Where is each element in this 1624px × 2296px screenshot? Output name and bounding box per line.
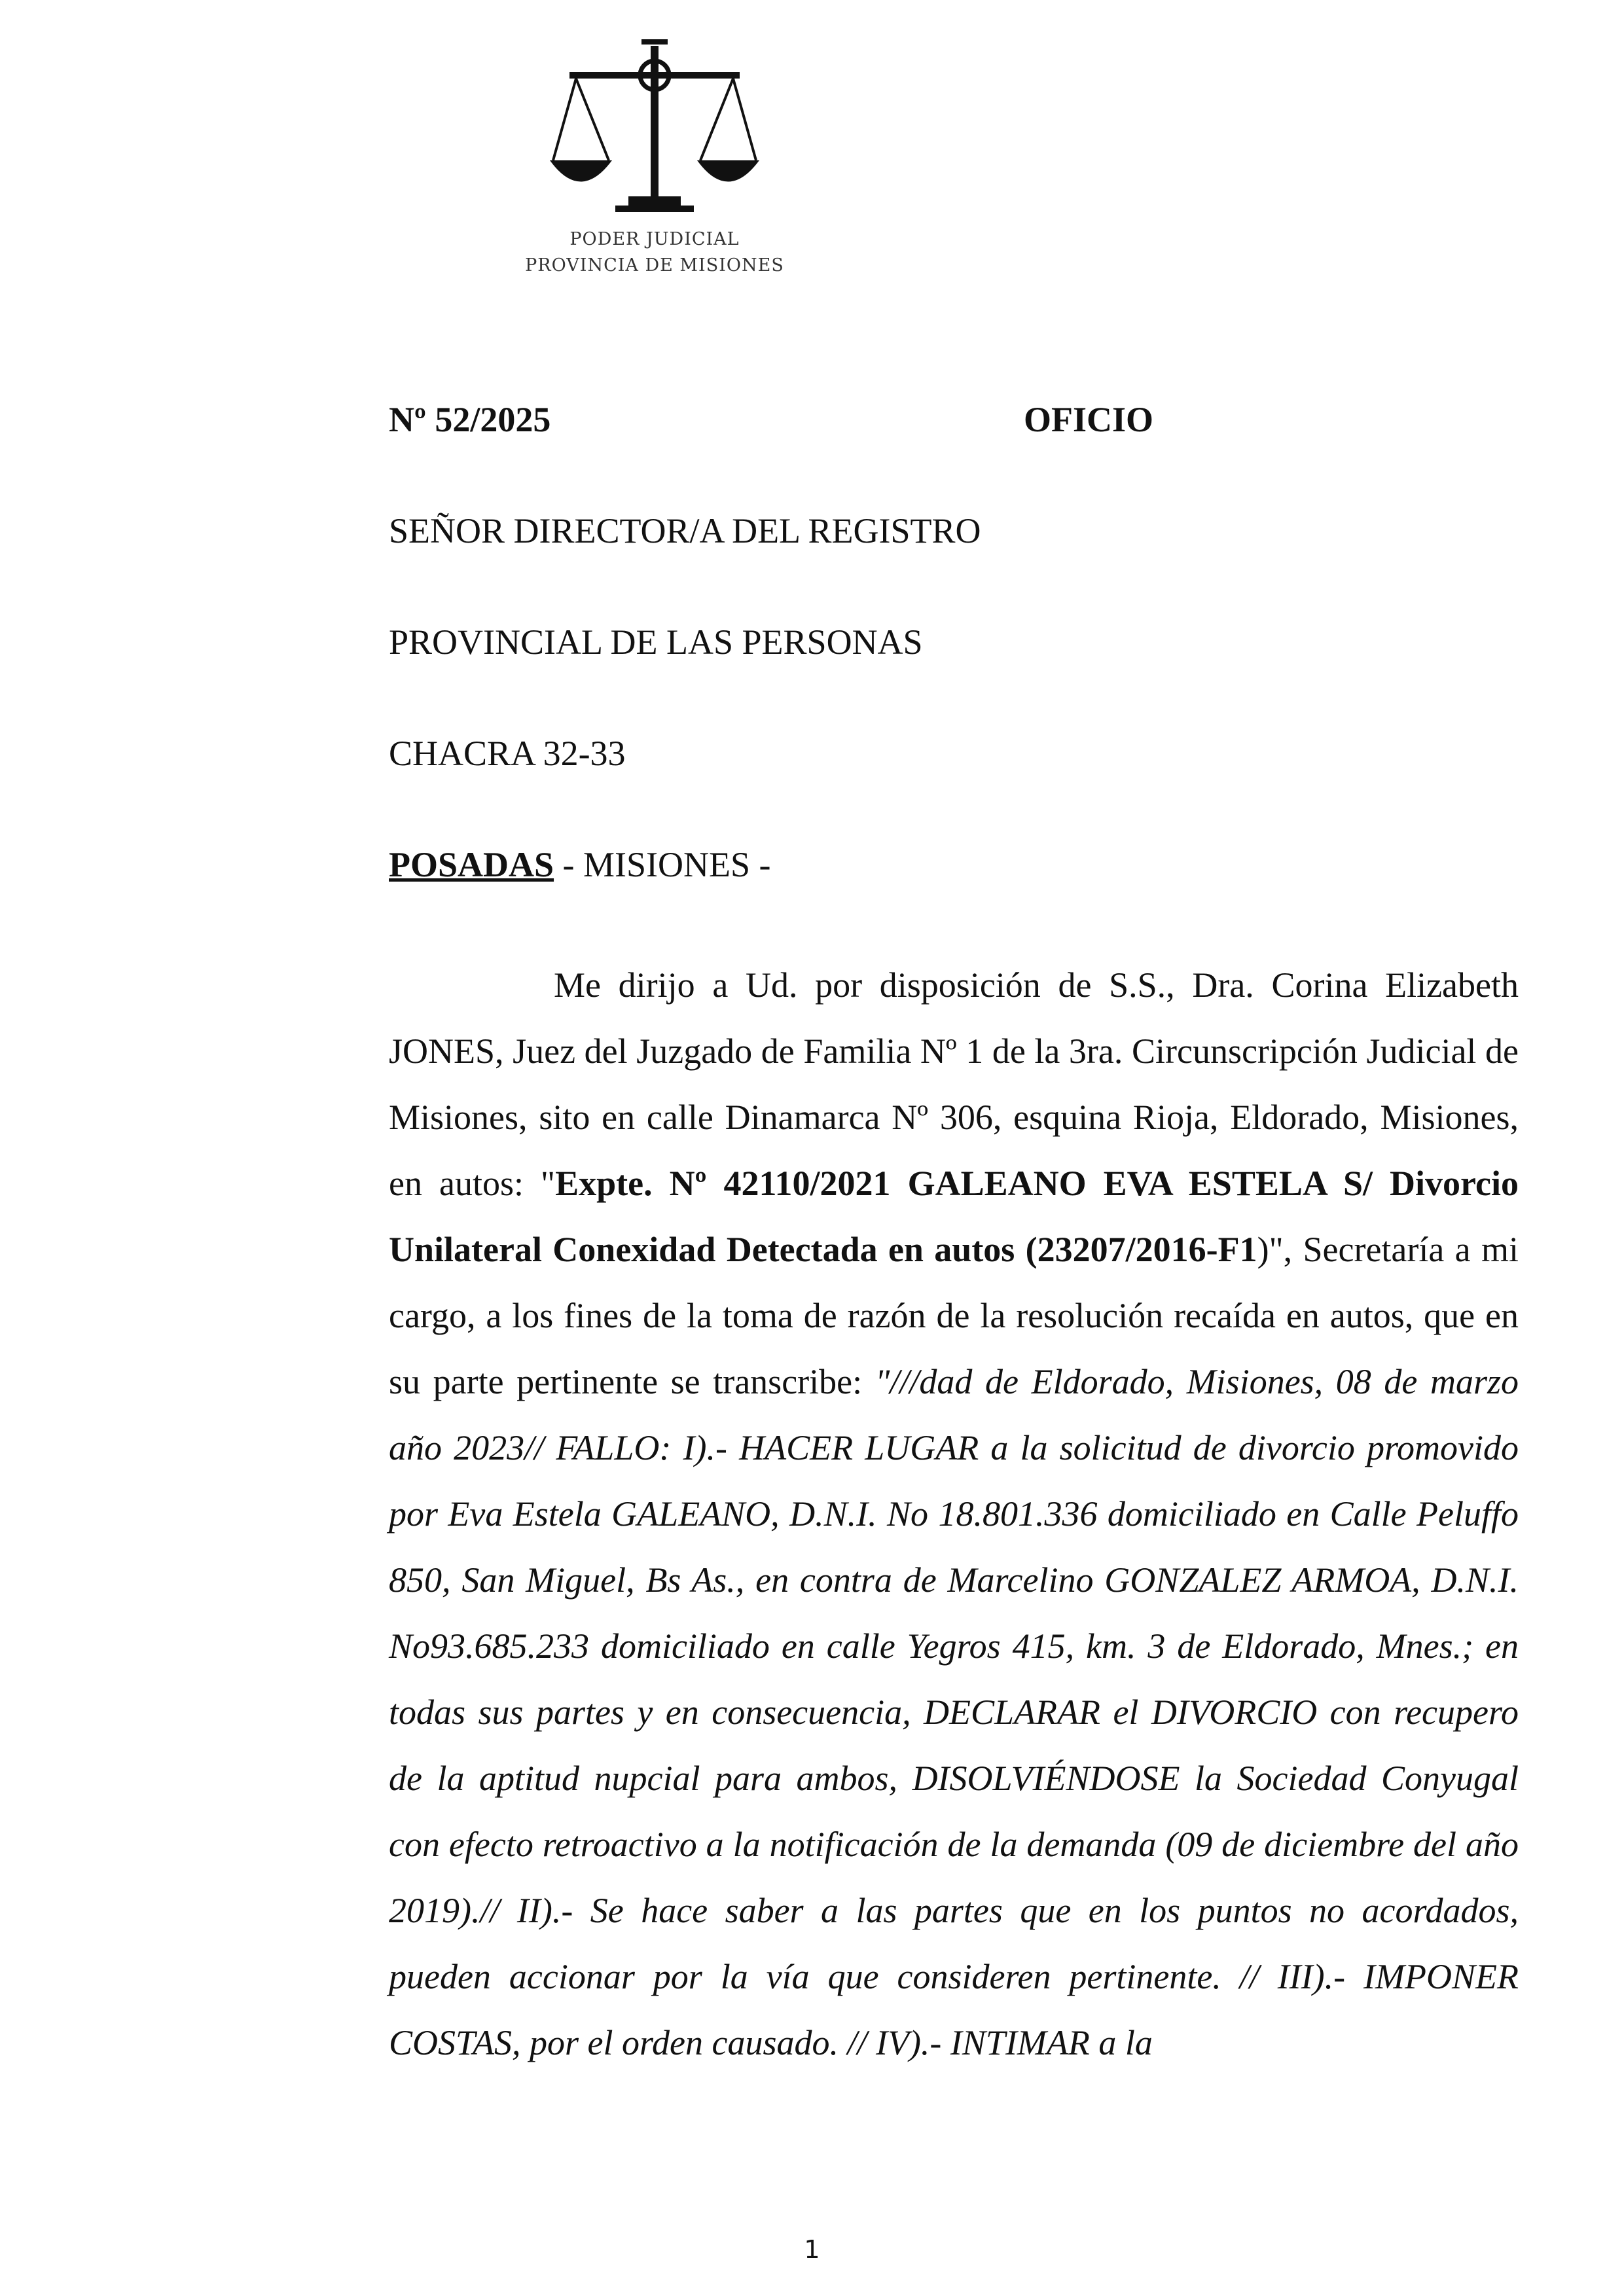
addressee-city-line [389,844,771,885]
addressee-line-2: PROVINCIAL DE LAS PERSONAS [389,622,923,662]
addressee-province: - MISIONES - [554,845,771,884]
addressee-line-3: CHACRA 32-33 [389,734,626,773]
letterhead [517,39,792,288]
resolution-transcription: "///dad de Eldorado, Misiones, 08 de marzo año 2023// FALLO: I).- HACER LUGAR a la solicitud de divorcio promovido por Eva Estela GALEANO, D.N.I. No 18.801.336 domiciliado en Calle Peluffo 850, San Miguel, Bs As., en contra de Marcelino GONZALEZ ARMOA, D.N.I. No93.685.233 domiciliado en calle Yegros 415, km. 3 de Eldorado, Mnes.; en todas sus partes y en consecuencia, DECLARAR el DIVORCIO con recupero de la aptitud nupcial para ambos, DISOLVIÉNDOSE la Sociedad Conyugal con efecto retroactivo a la notificación de la demanda (09 de diciembre del año 2019).// II).- Se hace saber a las partes que en los puntos no acordados, pueden accionar por la vía que consideren pertinente. // III).- IMPONER COSTAS, por el orden causado. // IV).- INTIMAR a la [389,1362,1519,2062]
addressee-line-1: SEÑOR DIRECTOR/A DEL REGISTRO [389,511,981,550]
page-number: 1 [804,2235,820,2264]
case-title: Expte. Nº 42110/2021 GALEANO EVA ESTELA S/ Divorcio Unilateral Conexidad Detectada en autos (23207/2016-F1 [389,1164,1519,1269]
letterhead-line1: PODER JUDICIAL [569,229,740,249]
document-header [389,399,1519,452]
scales-of-justice-icon [543,39,766,216]
addressee-city: POSADAS [389,845,554,884]
letterhead-line2: PROVINCIA DE MISIONES [525,255,784,276]
document-type: OFICIO [1024,400,1154,439]
document-number: Nº 52/2025 [389,400,551,439]
letter-body [389,952,1519,2076]
body-after-case: )", Secretaría a mi cargo, a los fines de la toma de razón de la resolución recaída en autos, que en su parte pertinente se transcribe: [389,1230,1519,1401]
body-intro: Me dirijo a Ud. por disposición de S.S., Dra. Corina Elizabeth JONES, Juez del Juzgado de Familia Nº 1 de la 3ra. Circunscripción Judicial de Misiones, sito en calle Dinamarca Nº 306, esquina Rioja, Eldorado, Misiones, en autos: " [389,965,1519,1203]
